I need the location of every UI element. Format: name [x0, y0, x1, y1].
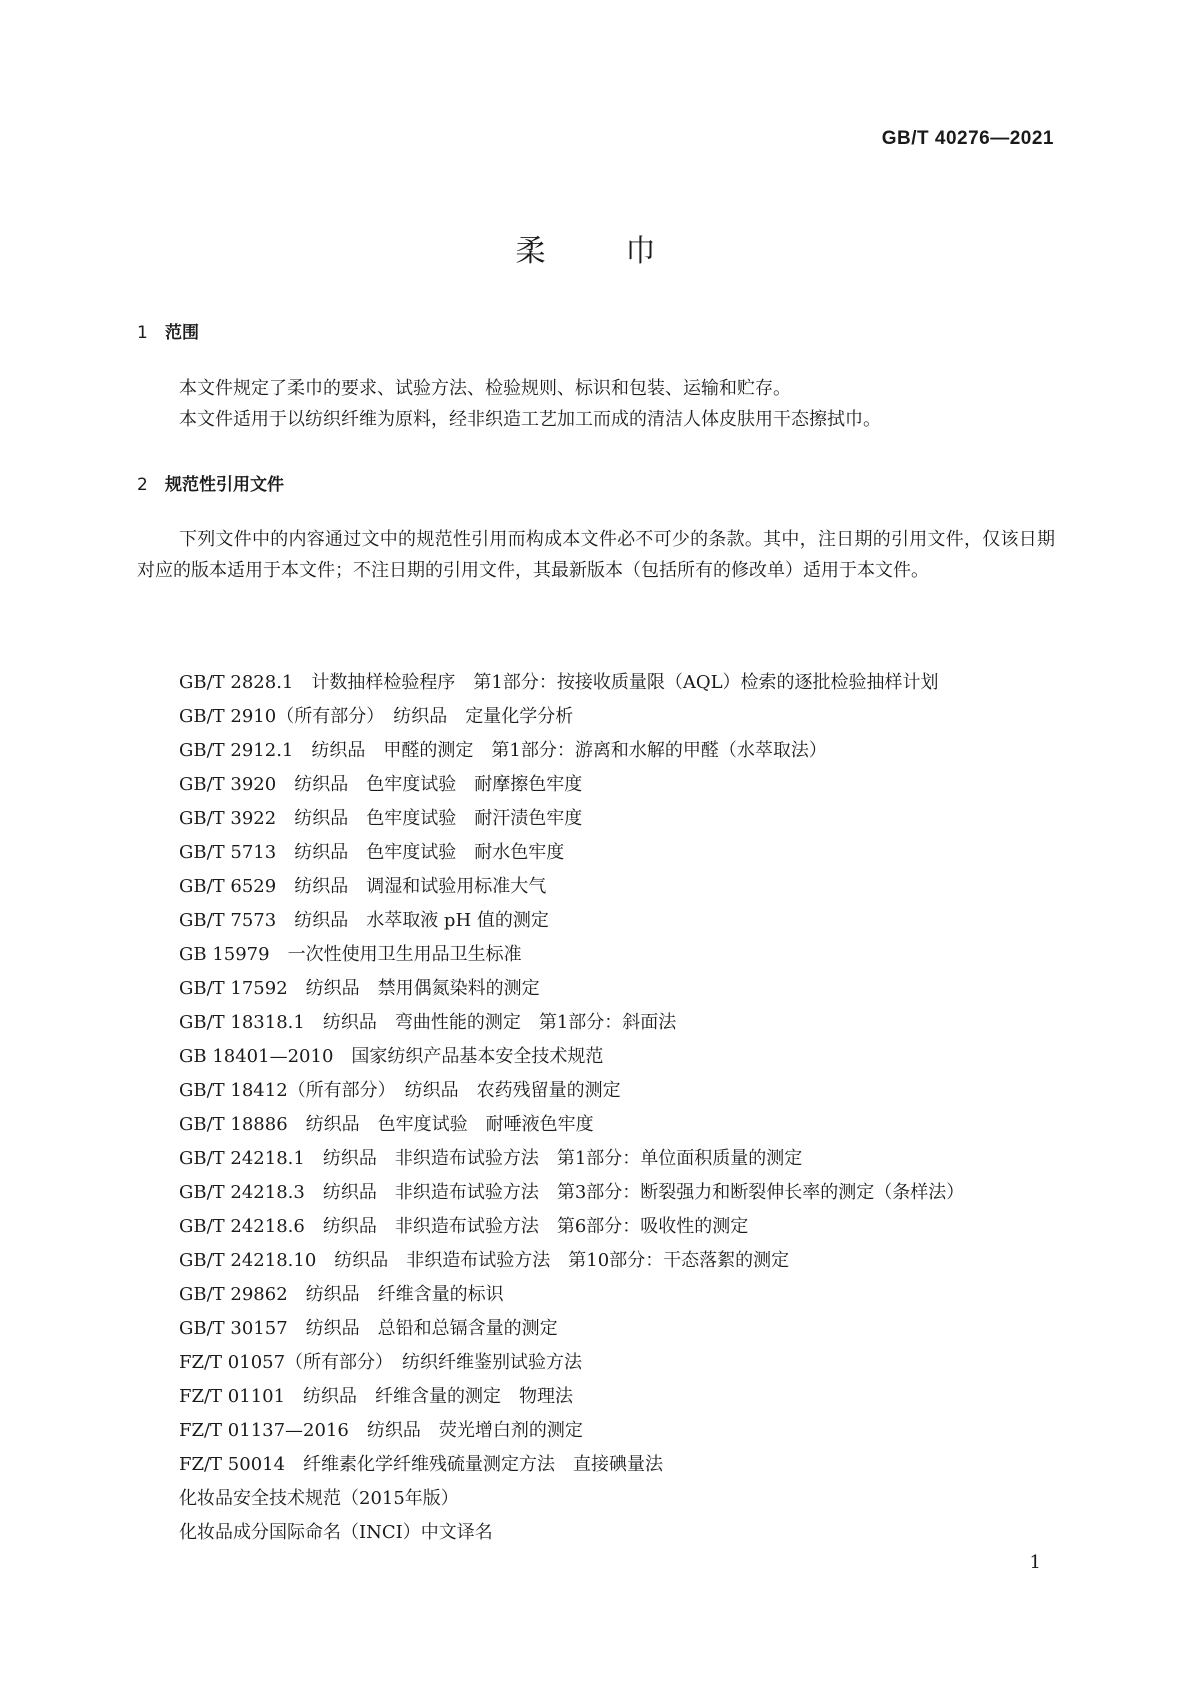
reference-item: GB/T 18886 纺织品 色牢度试验 耐唾液色牢度 — [179, 1114, 594, 1135]
reference-item: GB/T 2910（所有部分） 纺织品 定量化学分析 — [179, 706, 574, 727]
reference-item: GB/T 7573 纺织品 水萃取液 pH 值的测定 — [179, 910, 549, 931]
reference-item: GB/T 2828.1 计数抽样检验程序 第1部分：按接收质量限（AQL）检索的逐批检验抽样计划 — [179, 672, 939, 693]
reference-item: GB/T 30157 纺织品 总铅和总镉含量的测定 — [179, 1318, 558, 1339]
reference-item: GB/T 29862 纺织品 纤维含量的标识 — [179, 1284, 504, 1305]
section-2-title: 规范性引用文件 — [165, 475, 284, 495]
reference-item: GB/T 24218.10 纺织品 非织造布试验方法 第10部分：干态落絮的测定 — [179, 1250, 790, 1271]
section-1-number: 1 — [137, 323, 148, 343]
reference-item: GB/T 5713 纺织品 色牢度试验 耐水色牢度 — [179, 842, 565, 863]
section-2-heading — [137, 470, 284, 495]
reference-item: GB/T 18412（所有部分） 纺织品 农药残留量的测定 — [179, 1080, 621, 1101]
reference-item: FZ/T 01101 纺织品 纤维含量的测定 物理法 — [179, 1386, 574, 1407]
reference-item: FZ/T 01057（所有部分） 纺织纤维鉴别试验方法 — [179, 1352, 583, 1373]
reference-item: 化妆品安全技术规范（2015年版） — [179, 1488, 459, 1509]
reference-item: FZ/T 50014 纤维素化学纤维残硫量测定方法 直接碘量法 — [179, 1454, 664, 1475]
reference-item: FZ/T 01137—2016 纺织品 荧光增白剂的测定 — [179, 1420, 583, 1441]
reference-item: GB/T 17592 纺织品 禁用偶氮染料的测定 — [179, 978, 540, 999]
document-title: 柔巾 — [515, 234, 736, 269]
page-number: 1 — [1029, 1552, 1041, 1573]
section-1-title: 范围 — [165, 323, 199, 343]
reference-item: GB 15979 一次性使用卫生用品卫生标准 — [179, 944, 522, 965]
reference-item: GB/T 3922 纺织品 色牢度试验 耐汗渍色牢度 — [179, 808, 583, 829]
reference-item: GB/T 3920 纺织品 色牢度试验 耐摩擦色牢度 — [179, 774, 583, 795]
reference-item: 化妆品成分国际命名（INCI）中文译名 — [179, 1522, 493, 1543]
section-1-paragraph-1: 本文件规定了柔巾的要求、试验方法、检验规则、标识和包装、运输和贮存。 — [179, 378, 791, 399]
reference-item: GB/T 24218.1 纺织品 非织造布试验方法 第1部分：单位面积质量的测定 — [179, 1148, 803, 1169]
reference-item: GB/T 24218.6 纺织品 非织造布试验方法 第6部分：吸收性的测定 — [179, 1216, 749, 1237]
reference-item: GB/T 24218.3 纺织品 非织造布试验方法 第3部分：断裂强力和断裂伸长率的测定（条样法） — [179, 1182, 965, 1203]
reference-item: GB/T 6529 纺织品 调湿和试验用标准大气 — [179, 876, 547, 897]
section-1-paragraph-2: 本文件适用于以纺织纤维为原料，经非织造工艺加工而成的清洁人体皮肤用干态擦拭巾。 — [179, 409, 881, 430]
standard-number: GB/T 40276—2021 — [881, 128, 1054, 149]
reference-item: GB 18401—2010 国家纺织产品基本安全技术规范 — [179, 1046, 604, 1067]
section-2-paragraph-1: 下列文件中的内容通过文中的规范性引用而构成本文件必不可少的条款。其中，注日期的引用文件，仅该日期对应的版本适用于本文件；不注日期的引用文件，其最新版本（包括所有的修改单）适用于本文件。 — [137, 529, 1055, 581]
reference-item: GB/T 2912.1 纺织品 甲醛的测定 第1部分：游离和水解的甲醛（水萃取法） — [179, 740, 827, 761]
section-2-number: 2 — [137, 475, 148, 495]
reference-item: GB/T 18318.1 纺织品 弯曲性能的测定 第1部分：斜面法 — [179, 1012, 677, 1033]
section-1-heading — [137, 318, 199, 343]
normative-references-list — [179, 666, 964, 1550]
